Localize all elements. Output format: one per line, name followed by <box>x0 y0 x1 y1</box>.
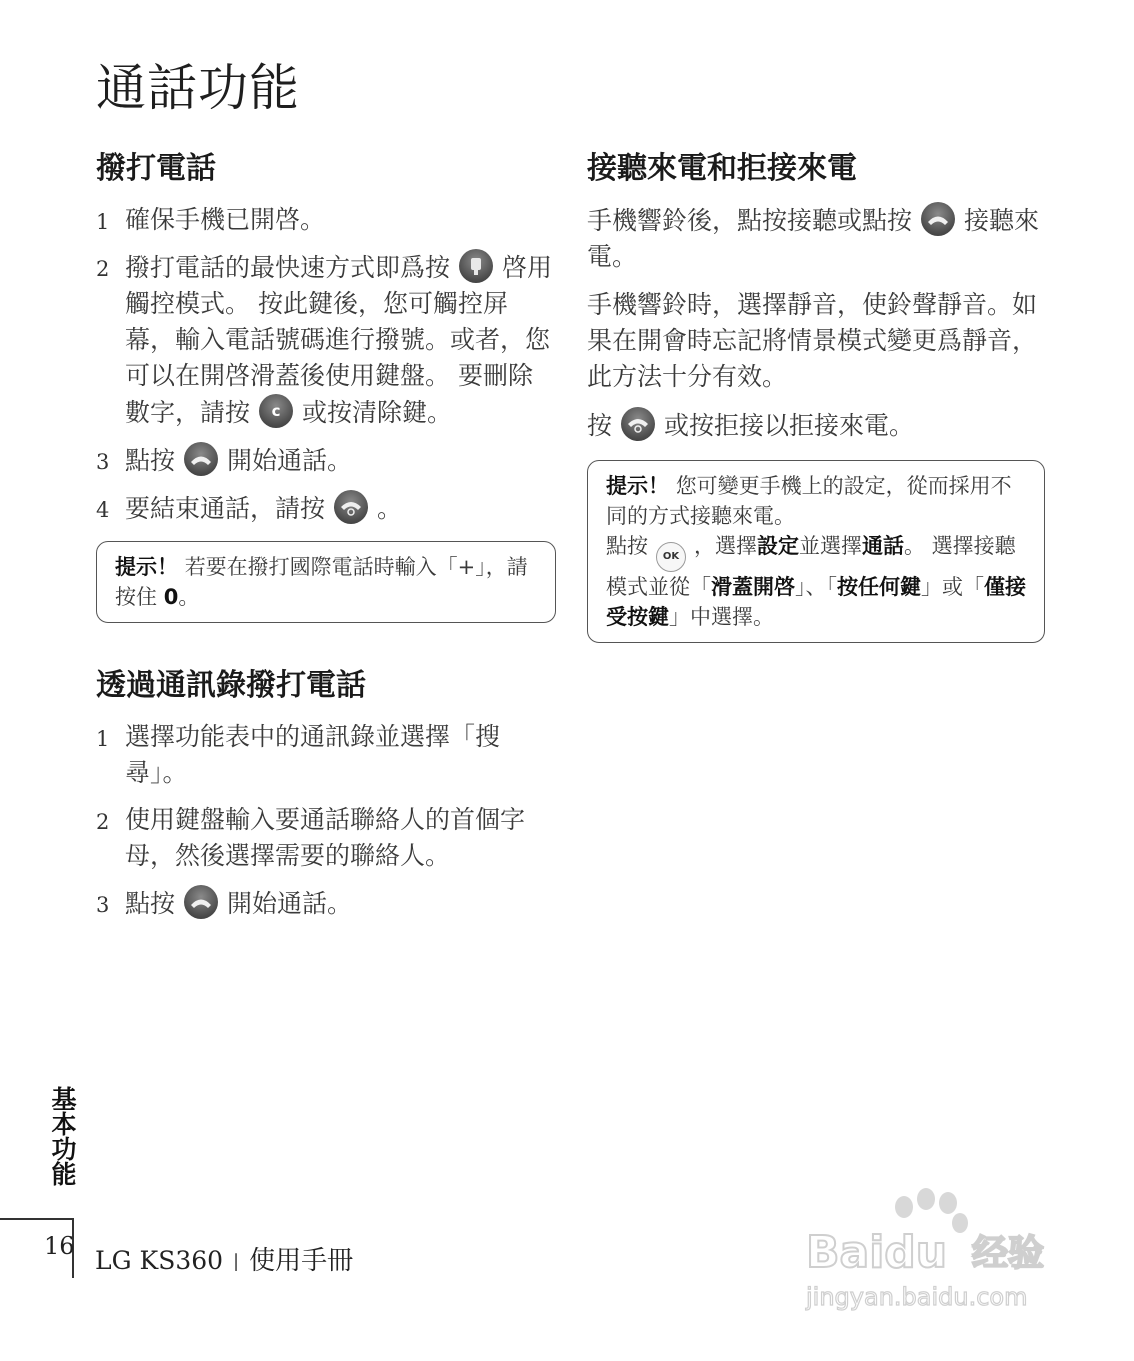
dial-steps <box>96 202 556 527</box>
step-text: 使用鍵盤輸入要通話聯絡人的首個字母，然後選擇需要的聯絡人。 <box>125 805 526 870</box>
step-text: 或按清除鍵。 <box>302 398 453 427</box>
step-number: 3 <box>96 450 110 474</box>
tip-text: 。 選擇接聽模式並從「 <box>606 534 1016 599</box>
footer-model: LG KS360 <box>95 1246 224 1275</box>
para-text: 接聽來電。 <box>587 206 1040 271</box>
dial-heading: 撥打電話 <box>96 151 216 186</box>
para-text: 手機響鈴後，點按接聽或點按 <box>587 206 913 235</box>
tip-label: 提示！ <box>115 555 178 579</box>
tip-text: 點按 <box>606 534 648 558</box>
footer-title <box>95 1240 353 1277</box>
list-item <box>96 802 556 874</box>
tip-text: ，選擇 <box>694 534 757 558</box>
page-number: 16 <box>44 1232 75 1260</box>
tip-option-any-key: 按任何鍵 <box>837 575 921 599</box>
tip-text: 」或「 <box>921 575 984 599</box>
watermark-suffix: 经验 <box>972 1233 1045 1274</box>
tip-text: 若要在撥打國際電話時輸入「+」，請按住 <box>115 555 528 609</box>
tip-settings: 設定 <box>757 534 799 558</box>
tip-key: 0 <box>163 585 179 609</box>
end-key-icon <box>621 407 655 441</box>
tip-option-send-key-only: 僅接受按鍵 <box>606 575 1026 629</box>
right-column <box>587 148 1045 643</box>
step-number: 1 <box>96 210 110 234</box>
tip-option-slide-open: 滑蓋開啓 <box>711 575 795 599</box>
reject-paragraph <box>587 407 1045 444</box>
watermark-brand: Baidu <box>806 1227 948 1278</box>
answer-reject-heading: 接聽來電和拒接來電 <box>587 151 857 186</box>
divider <box>0 1218 73 1220</box>
contacts-steps <box>96 719 556 922</box>
tip-label: 提示！ <box>606 474 669 498</box>
tip-box-answer-mode <box>587 460 1045 643</box>
baidu-watermark-logo <box>800 1185 1070 1315</box>
silent-paragraph: 手機響鈴時，選擇靜音，使鈴聲靜音。如果在開會時忘記將情景模式變更爲靜音，此方法十分有效。 <box>587 290 1038 391</box>
call-key-icon <box>184 885 218 919</box>
step-number: 1 <box>96 727 110 751</box>
step-text: 點按 <box>125 889 176 918</box>
tip-text: 您可變更手機上的設定，從而採用不同的方式接聽來電。 <box>606 474 1012 528</box>
tip-box-international <box>96 541 556 623</box>
list-item <box>96 719 556 791</box>
section-side-label: 基本功能 <box>48 1086 77 1186</box>
step-text: 開始通話。 <box>227 446 353 475</box>
watermark-url: jingyan.baidu.com <box>806 1283 1028 1311</box>
step-number: 4 <box>96 498 110 522</box>
tip-calls: 通話 <box>862 534 904 558</box>
call-key-icon <box>184 442 218 476</box>
step-text: 啓用觸控模式。 按此鍵後，您可觸控屏幕，輸入電話號碼進行撥號。或者，您可以在開啓滑蓋後使用鍵盤。 要刪除數字，請按 <box>125 253 553 427</box>
step-number: 2 <box>96 810 110 834</box>
ok-key-icon: OK <box>656 542 686 572</box>
tip-text: 」、「 <box>795 575 837 599</box>
tip-end: 。 <box>178 585 200 609</box>
answer-paragraph <box>587 202 1045 275</box>
clear-key-icon: c <box>259 394 293 428</box>
para-text: 按 <box>587 411 613 440</box>
footer-manual: 使用手冊 <box>249 1246 354 1276</box>
step-text: 。 <box>377 494 403 523</box>
page-title: 通話功能 <box>96 59 300 117</box>
step-text: 要結束通話，請按 <box>125 494 326 523</box>
contacts-heading: 透過通訊錄撥打電話 <box>96 668 366 703</box>
step-text: 開始通話。 <box>227 889 353 918</box>
left-column <box>96 148 556 933</box>
tip-text: 並選擇 <box>799 534 862 558</box>
list-item <box>96 490 556 527</box>
list-item <box>96 885 556 922</box>
tip-text: 」中選擇。 <box>669 605 774 629</box>
step-text: 撥打電話的最快速方式即爲按 <box>125 253 451 282</box>
step-text: 選擇功能表中的通訊錄並選擇「搜尋」。 <box>125 722 501 787</box>
call-key-icon <box>921 202 955 236</box>
list-item <box>96 442 556 479</box>
list-item <box>96 202 556 238</box>
step-text: 確保手機已開啓。 <box>125 205 326 234</box>
step-number: 2 <box>96 257 110 281</box>
touch-mode-key-icon <box>459 249 493 283</box>
list-item <box>96 249 556 431</box>
para-text: 或按拒接以拒接來電。 <box>664 411 915 440</box>
footer-separator: | <box>233 1251 240 1272</box>
step-text: 點按 <box>125 446 176 475</box>
step-number: 3 <box>96 893 110 917</box>
end-key-icon <box>334 490 368 524</box>
